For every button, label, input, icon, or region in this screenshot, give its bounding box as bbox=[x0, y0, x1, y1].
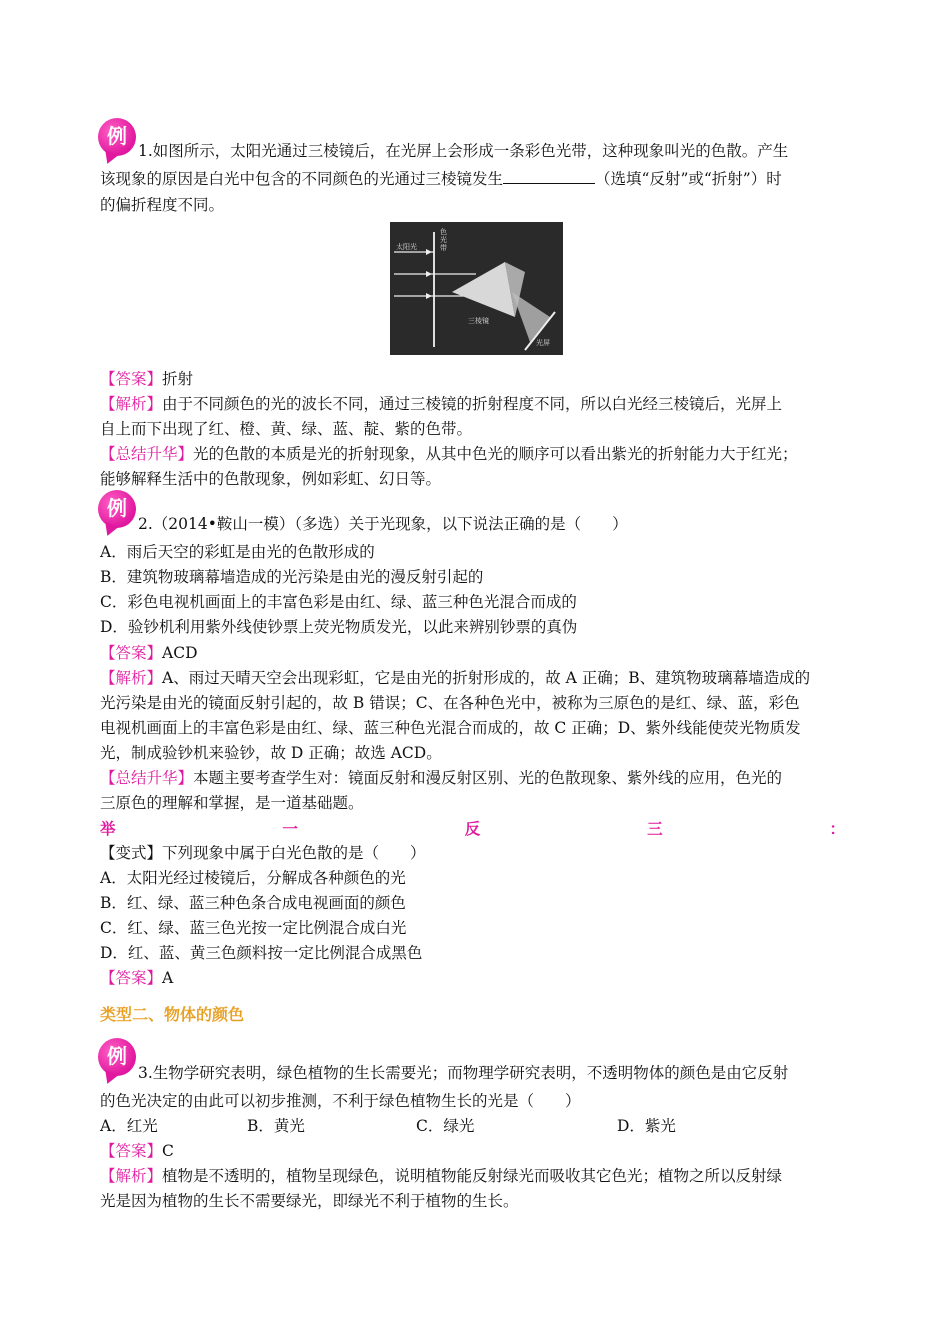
q3-option-d: D．紫光 bbox=[617, 1117, 676, 1135]
q2-analysis-3: 电视机画面上的丰富色彩是由红、绿、蓝三种色光混合而成的，故 C 正确；D、紫外线能使荧光物质发 bbox=[100, 719, 801, 737]
q1-analysis-1: 【解析】由于不同颜色的光的波长不同，通过三棱镜的折射程度不同，所以白光经三棱镜后，光屏上 bbox=[100, 395, 783, 413]
q3-option-c: C．绿光 bbox=[416, 1117, 475, 1135]
variation-answer: 【答案】A bbox=[100, 969, 174, 987]
q1-line2: 该现象的原因是白光中包含的不同颜色的光通过三棱镜发生 （选填“反射”或“折射”）时 bbox=[100, 170, 782, 188]
q3-option-a: A．红光 bbox=[100, 1117, 158, 1135]
q3-option-b: B．黄光 bbox=[247, 1117, 305, 1135]
q3-analysis-1: 【解析】植物是不透明的，植物呈现绿色，说明植物能反射绿光而吸收其它色光；植物之所以反射绿 bbox=[100, 1167, 783, 1185]
variation-option-b: B．红、绿、蓝三种色条合成电视画面的颜色 bbox=[100, 894, 406, 912]
q2-summary-2: 三原色的理解和掌握，是一道基础题。 bbox=[100, 794, 364, 812]
q1-line3: 的偏折程度不同。 bbox=[100, 196, 225, 214]
example-badge-3: 例 bbox=[98, 1038, 136, 1076]
q2-analysis-1: 【解析】A、雨过天晴天空会出现彩虹，它是由光的折射形成的，故 A 正确；B、建筑物玻璃幕墙造成的 bbox=[100, 669, 811, 687]
q2-analysis-2: 光污染是由光的镜面反射引起的，故 B 错误；C、在各种色光中，被称为三原色的是红、绿、蓝，彩色 bbox=[100, 694, 800, 712]
q3-answer: 【答案】C bbox=[100, 1142, 174, 1160]
example-badge-1: 例 bbox=[98, 118, 136, 156]
q1-answer: 【答案】折射 bbox=[100, 370, 194, 388]
q1-line1: 1.如图所示，太阳光通过三棱镜后，在光屏上会形成一条彩色光带，这种现象叫光的色散。产生 bbox=[138, 142, 789, 160]
q3-line2: 的色光决定的由此可以初步推测，不利于绿色植物生长的光是（ ） bbox=[100, 1092, 581, 1110]
q2-option-b: B．建筑物玻璃幕墙造成的光污染是由光的漫反射引起的 bbox=[100, 568, 484, 586]
q2-option-d: D．验钞机利用紫外线使钞票上荧光物质发光，以此来辨别钞票的真伪 bbox=[100, 618, 578, 636]
q2-answer: 【答案】ACD bbox=[100, 644, 198, 662]
q2-option-a: A．雨后天空的彩虹是由光的色散形成的 bbox=[100, 543, 375, 561]
variation-stem: 【变式】下列现象中属于白光色散的是（ ） bbox=[100, 844, 426, 862]
variation-heading: 举 一 反 三 ： bbox=[100, 820, 845, 838]
section-heading: 类型二、物体的颜色 bbox=[100, 1005, 245, 1024]
variation-option-d: D．红、蓝、黄三色颜料按一定比例混合成黑色 bbox=[100, 944, 423, 962]
q2-stem: 2.（2014•鞍山一模）（多选）关于光现象，以下说法正确的是（ ） bbox=[138, 515, 628, 533]
answer-blank[interactable] bbox=[503, 169, 595, 184]
q1-summary-1: 【总结升华】光的色散的本质是光的折射现象，从其中色光的顺序可以看出紫光的折射能力大于红光； bbox=[100, 445, 798, 463]
q2-option-c: C．彩色电视机画面上的丰富色彩是由红、绿、蓝三种色光混合而成的 bbox=[100, 593, 577, 611]
q2-analysis-4: 光，制成验钞机来验钞，故 D 正确；故选 ACD。 bbox=[100, 744, 442, 762]
example-badge-2: 例 bbox=[98, 490, 136, 528]
q1-summary-2: 能够解释生活中的色散现象，例如彩虹、幻日等。 bbox=[100, 470, 442, 488]
figure-label-sun: 太阳光 bbox=[396, 243, 417, 251]
figure-label-prism: 三棱镜 bbox=[468, 317, 489, 325]
q3-analysis-2: 光是因为植物的生长不需要绿光，即绿光不利于植物的生长。 bbox=[100, 1192, 519, 1210]
variation-option-a: A．太阳光经过棱镜后，分解成各种颜色的光 bbox=[100, 869, 406, 887]
figure-label-top: 色光带 bbox=[440, 228, 447, 252]
q3-line1: 3.生物学研究表明，绿色植物的生长需要光；而物理学研究表明，不透明物体的颜色是由它反射 bbox=[138, 1064, 789, 1082]
q1-analysis-2: 自上而下出现了红、橙、黄、绿、蓝、靛、紫的色带。 bbox=[100, 420, 473, 438]
q2-summary-1: 【总结升华】本题主要考查学生对：镜面反射和漫反射区别、光的色散现象、紫外线的应用，色光的 bbox=[100, 769, 783, 787]
figure-label-screen: 光屏 bbox=[536, 339, 550, 347]
variation-option-c: C．红、绿、蓝三色光按一定比例混合成白光 bbox=[100, 919, 407, 937]
prism-dispersion-figure bbox=[390, 222, 563, 355]
